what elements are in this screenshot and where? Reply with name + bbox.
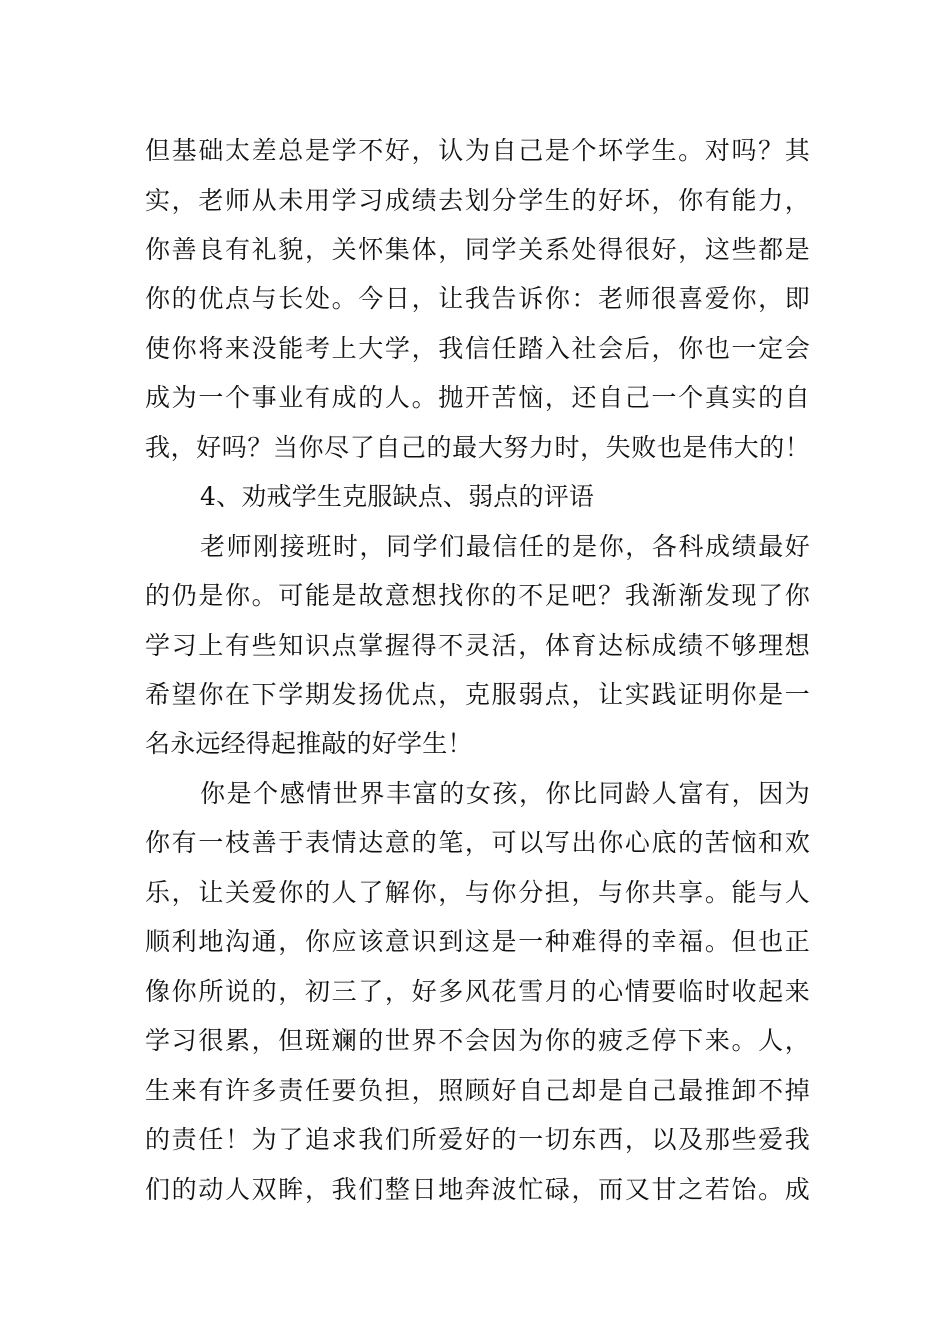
text-line: 实，老师从未用学习成绩去划分学生的好坏，你有能力， [145,186,810,215]
text-line: 希望你在下学期发扬优点，克服弱点，让实践证明你是一 [145,680,810,709]
text-line: 你善良有礼貌，关怀集体，同学关系处得很好，这些都是 [145,235,810,264]
text-line: 使你将来没能考上大学，我信任踏入社会后，你也一定会 [145,334,810,363]
text-line: 们的动人双眸，我们整日地奔波忙碌，而又甘之若饴。成 [145,1175,810,1204]
text-line: 的责任！为了追求我们所爱好的一切东西，以及那些爱我 [145,1125,810,1154]
text-line: 乐，让关爱你的人了解你，与你分担，与你共享。能与人 [145,878,810,907]
text-line: 成为一个事业有成的人。抛开苦恼，还自己一个真实的自 [145,383,810,412]
text-line: 你是个感情世界丰富的女孩，你比同龄人富有，因为 [200,779,810,808]
text-line: 你有一枝善于表情达意的笔，可以写出你心底的苦恼和欢 [145,828,810,857]
text-line: 像你所说的，初三了，好多风花雪月的心情要临时收起来 [145,977,810,1006]
text-line: 的仍是你。可能是故意想找你的不足吧？我渐渐发现了你 [145,581,810,610]
text-line: 名永远经得起推敲的好学生！ [145,729,473,758]
text-line: 学习很累，但斑斓的世界不会因为你的疲乏停下来。人， [145,1026,810,1055]
text-line: 我，好吗？当你尽了自己的最大努力时，失败也是伟大的！ [145,433,810,462]
text-line: 生来有许多责任要负担，照顾好自己却是自己最推卸不掉 [145,1076,810,1105]
text-line: 老师刚接班时，同学们最信任的是你，各科成绩最好 [200,532,810,561]
text-line: 顺利地沟通，你应该意识到这是一种难得的幸福。但也正 [145,927,810,956]
text-line: 你的优点与长处。今日，让我告诉你：老师很喜爱你，即 [145,284,810,313]
text-line: 但基础太差总是学不好，认为自己是个坏学生。对吗？其 [145,136,810,165]
text-line: 学习上有些知识点掌握得不灵活，体育达标成绩不够理想 [145,631,810,660]
section-heading: 4、劝戒学生克服缺点、弱点的评语 [200,482,595,511]
